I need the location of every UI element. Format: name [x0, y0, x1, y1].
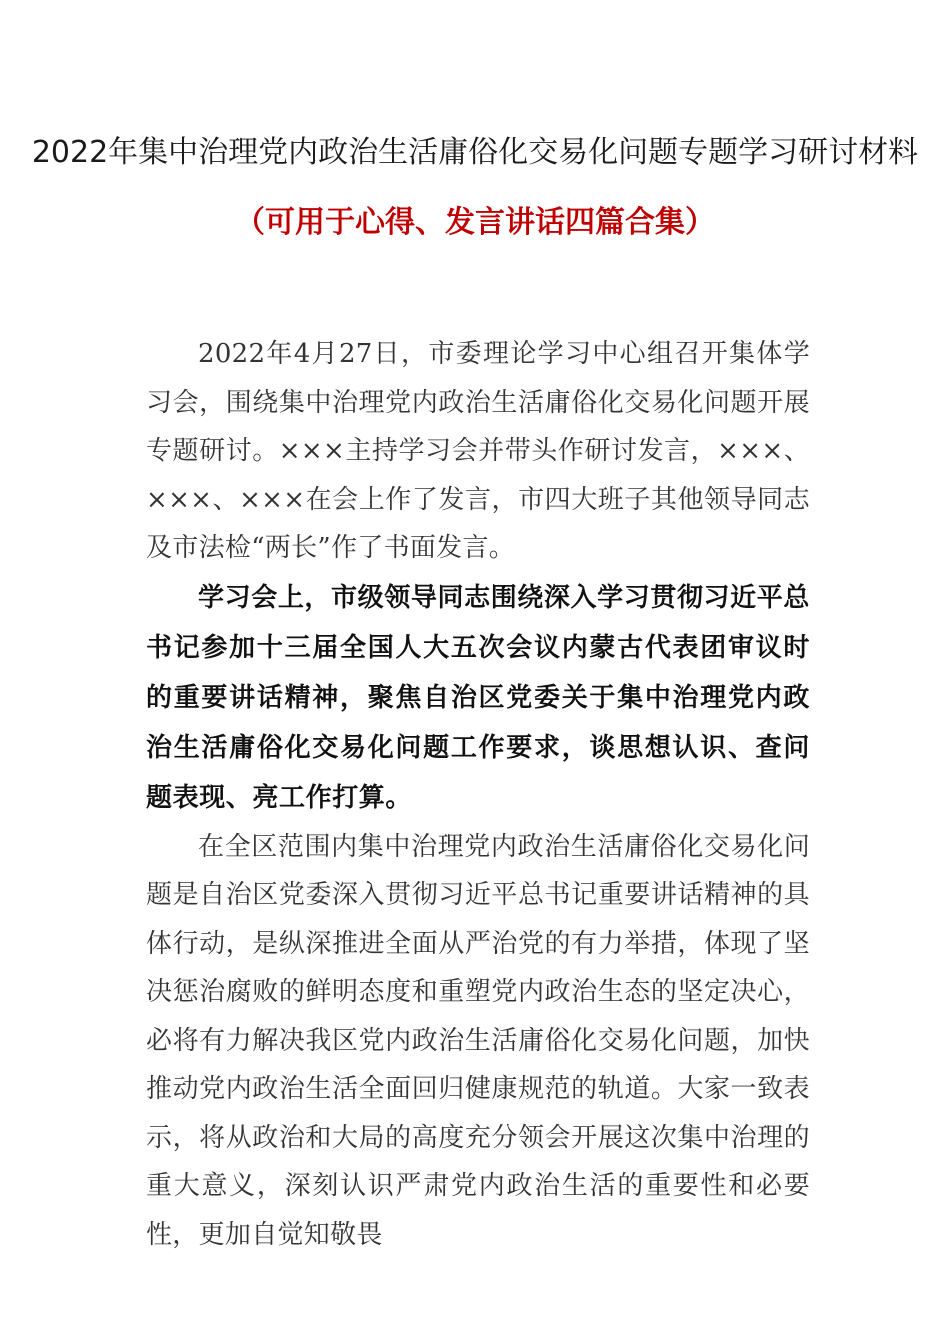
- document-subtitle: （可用于心得、发言讲话四篇合集）: [235, 205, 715, 240]
- paragraph-3: 在全区范围内集中治理党内政治生活庸俗化交易化问题是自治区党委深入贯彻习近平总书记重要讲话精神的具体行动，是纵深推进全面从严治党的有力举措，体现了坚决惩治腐败的鲜明态度和重塑党内政治生态的坚定决心，必将有力解决我区党内政治生活庸俗化交易化问题，加快推动党内政治生活全面回归健康规范的轨道。大家一致表示，将从政治和大局的高度充分领会开展这次集中治理的重大意义，深刻认识严肃党内政治生活的重要性和必要性，更加自觉知敬畏: [146, 831, 810, 1250]
- paragraph-2: 学习会上，市级领导同志围绕深入学习贯彻习近平总书记参加十三届全国人大五次会议内蒙古代表团审议时的重要讲话精神，聚焦自治区党委关于集中治理党内政治生活庸俗化交易化问题工作要求，谈思想认识、查问题表现、亮工作打算。: [146, 582, 810, 813]
- paragraph-1: 2022年4月27日，市委理论学习中心组召开集体学习会，围绕集中治理党内政治生活庸俗化交易化问题开展专题研讨。×××主持学习会并带头作研讨发言，×××、×××、×××在会上作了发言，市四大班子其他领导同志及市法检“两长”作了书面发言。: [146, 339, 810, 563]
- document-title: 2022年集中治理党内政治生活庸俗化交易化问题专题学习研讨材料: [31, 135, 919, 170]
- document-body: [146, 330, 810, 1259]
